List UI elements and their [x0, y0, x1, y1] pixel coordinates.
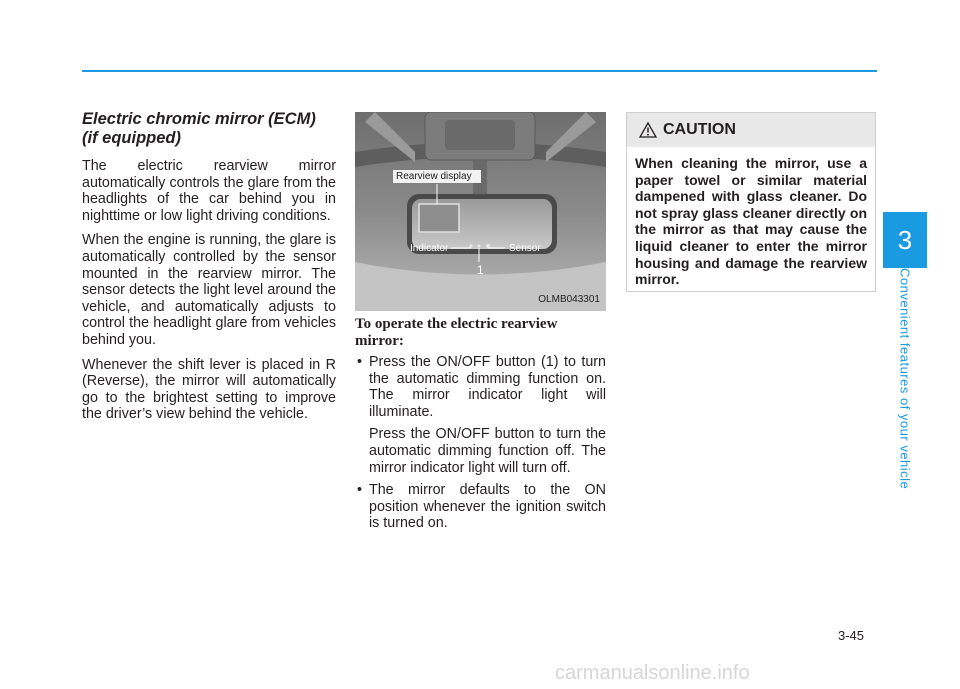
caution-header	[627, 113, 875, 147]
heading-line-1: Electric chromic mirror (ECM)	[82, 110, 316, 128]
section-heading	[82, 110, 336, 148]
paragraph-1: The electric rearview mirror automatically controls the glare from the headlights of the car behind you in nighttime or low light driving conditions.	[82, 158, 336, 224]
chapter-tab: 3	[883, 212, 927, 268]
page-number: 3-45	[838, 628, 865, 643]
paragraph-2: When the engine is running, the glare is automatically controlled by the sensor mounted in the rearview mirror. The sensor detects the light level around the vehicle, and automatically adjusts to control the headlight glare from vehicles behind you.	[82, 232, 336, 348]
chapter-side-label	[893, 268, 917, 492]
label-indicator: Indicator	[410, 243, 449, 254]
caution-box	[626, 112, 876, 292]
bullet-1	[355, 354, 606, 476]
paragraph-3: Whenever the shift lever is placed in R (Reverse), the mirror will automatically go to the brightest setting to improve the driver’s view behind the vehicle.	[82, 356, 336, 423]
warning-triangle-icon	[639, 122, 657, 138]
label-rearview-display: Rearview display	[396, 171, 472, 182]
label-button-1: 1	[477, 263, 484, 277]
label-sensor: Sensor	[509, 243, 541, 254]
bullet-2-text: The mirror defaults to the ON position whenever the ignition switch is turned on.	[369, 482, 606, 532]
operation-heading: To operate the electric rearview mirror:	[355, 316, 558, 349]
caution-body: When cleaning the mirror, use a paper towel or similar material dampened with glass cleaner. Do not spray glass cleaner directly on the mirror as that may cause the liquid cleaner to enter the mirror housing and damage the rearview mirror.	[635, 155, 867, 288]
bullet-1-subtext: Press the ON/OFF button to turn the automatic dimming function off. The mirror indicator light will turn off.	[369, 426, 606, 476]
bullet-dot: •	[357, 482, 363, 499]
bullet-dot: •	[357, 354, 363, 370]
bullet-2	[355, 482, 606, 532]
operation-section	[355, 316, 606, 538]
figure-code: OLMB043301	[538, 294, 600, 305]
mirror-figure	[355, 112, 606, 311]
caution-title: CAUTION	[663, 121, 736, 138]
watermark: carmanualsonline.info	[555, 662, 750, 684]
bullet-1-text: Press the ON/OFF button (1) to turn the automatic dimming function on. The mirror indicator light will illuminate.	[369, 354, 606, 420]
mirror-illustration	[355, 112, 606, 311]
chapter-title: Convenient features of your vehicle	[897, 268, 913, 490]
heading-line-2: (if equipped)	[82, 129, 181, 147]
header-rule	[82, 70, 877, 72]
ecm-section	[82, 110, 336, 431]
